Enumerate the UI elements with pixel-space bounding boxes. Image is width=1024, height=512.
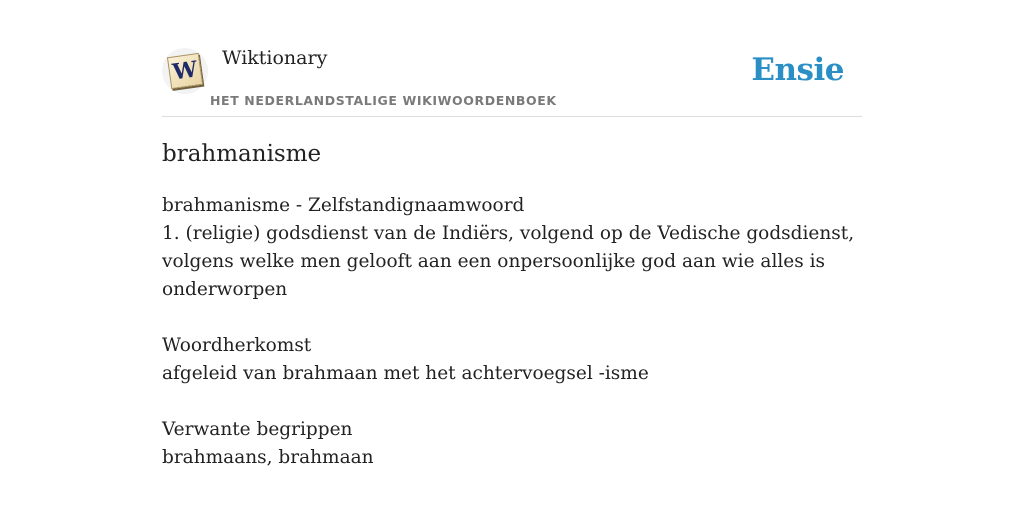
entry-content [162,138,862,472]
related-heading: Verwante begrippen [162,419,353,440]
entry-body [162,192,862,472]
spacer [162,304,862,332]
ensie-brand-logo[interactable]: Ensie [751,52,844,88]
page-title: brahmanisme [162,141,322,167]
etymology-heading: Woordherkomst [162,335,312,356]
site-tagline: HET NEDERLANDSTALIGE WIKIWOORDENBOEK [210,93,557,108]
spacer [162,388,862,416]
definition-text: 1. (religie) godsdienst van de Indiërs, volgend op de Vedische godsdienst, volgens welke men gelooft aan een onpersoonlijke god aan wie alles is onderworpen [162,223,855,300]
page-header [162,44,862,117]
wiktionary-tile-icon: W [167,53,203,89]
word-class-line: brahmanisme - Zelfstandignaamwoord [162,195,525,216]
etymology-text: afgeleid van brahmaan met het achtervoegsel -isme [162,363,649,384]
related-text: brahmaans, brahmaan [162,447,374,468]
wiktionary-logo[interactable] [162,48,208,94]
site-name[interactable]: Wiktionary [222,47,328,69]
